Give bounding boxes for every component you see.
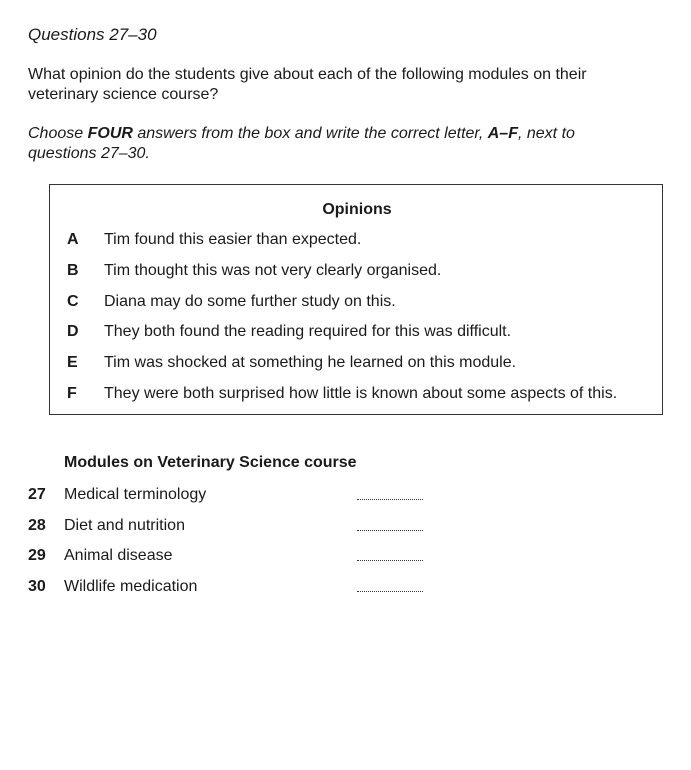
opinion-text: They were both surprised how little is known about some aspects of this. [104,385,618,402]
opinion-item-e [50,353,662,373]
instruction-bold-range: A–F [487,125,518,142]
module-name: Medical terminology [64,486,207,503]
opinion-text: They both found the reading required for this was difficult. [104,323,512,340]
module-name: Wildlife medication [64,578,198,595]
question-number: 27 [28,486,46,503]
instruction-text [28,124,638,164]
module-name: Animal disease [64,547,173,564]
instruction-bold-count: FOUR [87,125,133,142]
opinion-item-d [50,322,662,342]
opinion-letter: C [67,293,79,310]
question-number: 30 [28,578,46,595]
opinions-title: Opinions [322,201,392,218]
modules-heading: Modules on Veterinary Science course [64,454,357,471]
question-27-row [0,485,691,505]
opinion-letter: D [67,323,79,340]
module-name: Diet and nutrition [64,517,185,534]
question-text: What opinion do the students give about each of the following modules on their veterinary science course? [28,66,587,103]
opinion-text: Diana may do some further study on this. [104,293,396,310]
instruction-part-3: , next to questions 27–30. [28,125,575,162]
question-29-row [0,546,691,566]
question-number: 28 [28,517,46,534]
instruction-part-2: answers from the box and write the correct letter, [132,125,488,142]
opinion-item-f [50,384,662,404]
answer-blank-30[interactable] [357,591,423,592]
opinion-text: Tim was shocked at something he learned on this module. [104,354,517,371]
opinion-text: Tim thought this was not very clearly organised. [104,262,442,279]
opinion-item-b [50,261,662,281]
question-28-row [0,516,691,536]
opinion-letter: F [67,385,77,402]
opinion-letter: B [67,262,79,279]
question-30-row [0,577,691,597]
answer-blank-29[interactable] [357,560,423,561]
opinion-letter: A [67,231,79,248]
section-heading: Questions 27–30 [28,25,157,44]
opinion-text: Tim found this easier than expected. [104,231,362,248]
instruction-part-1: Choose [28,125,88,142]
question-number: 29 [28,547,46,564]
opinions-box [49,184,663,415]
opinion-item-a [50,230,662,250]
opinion-letter: E [67,354,78,371]
answer-blank-28[interactable] [357,530,423,531]
answer-blank-27[interactable] [357,499,423,500]
opinion-item-c [50,292,662,312]
